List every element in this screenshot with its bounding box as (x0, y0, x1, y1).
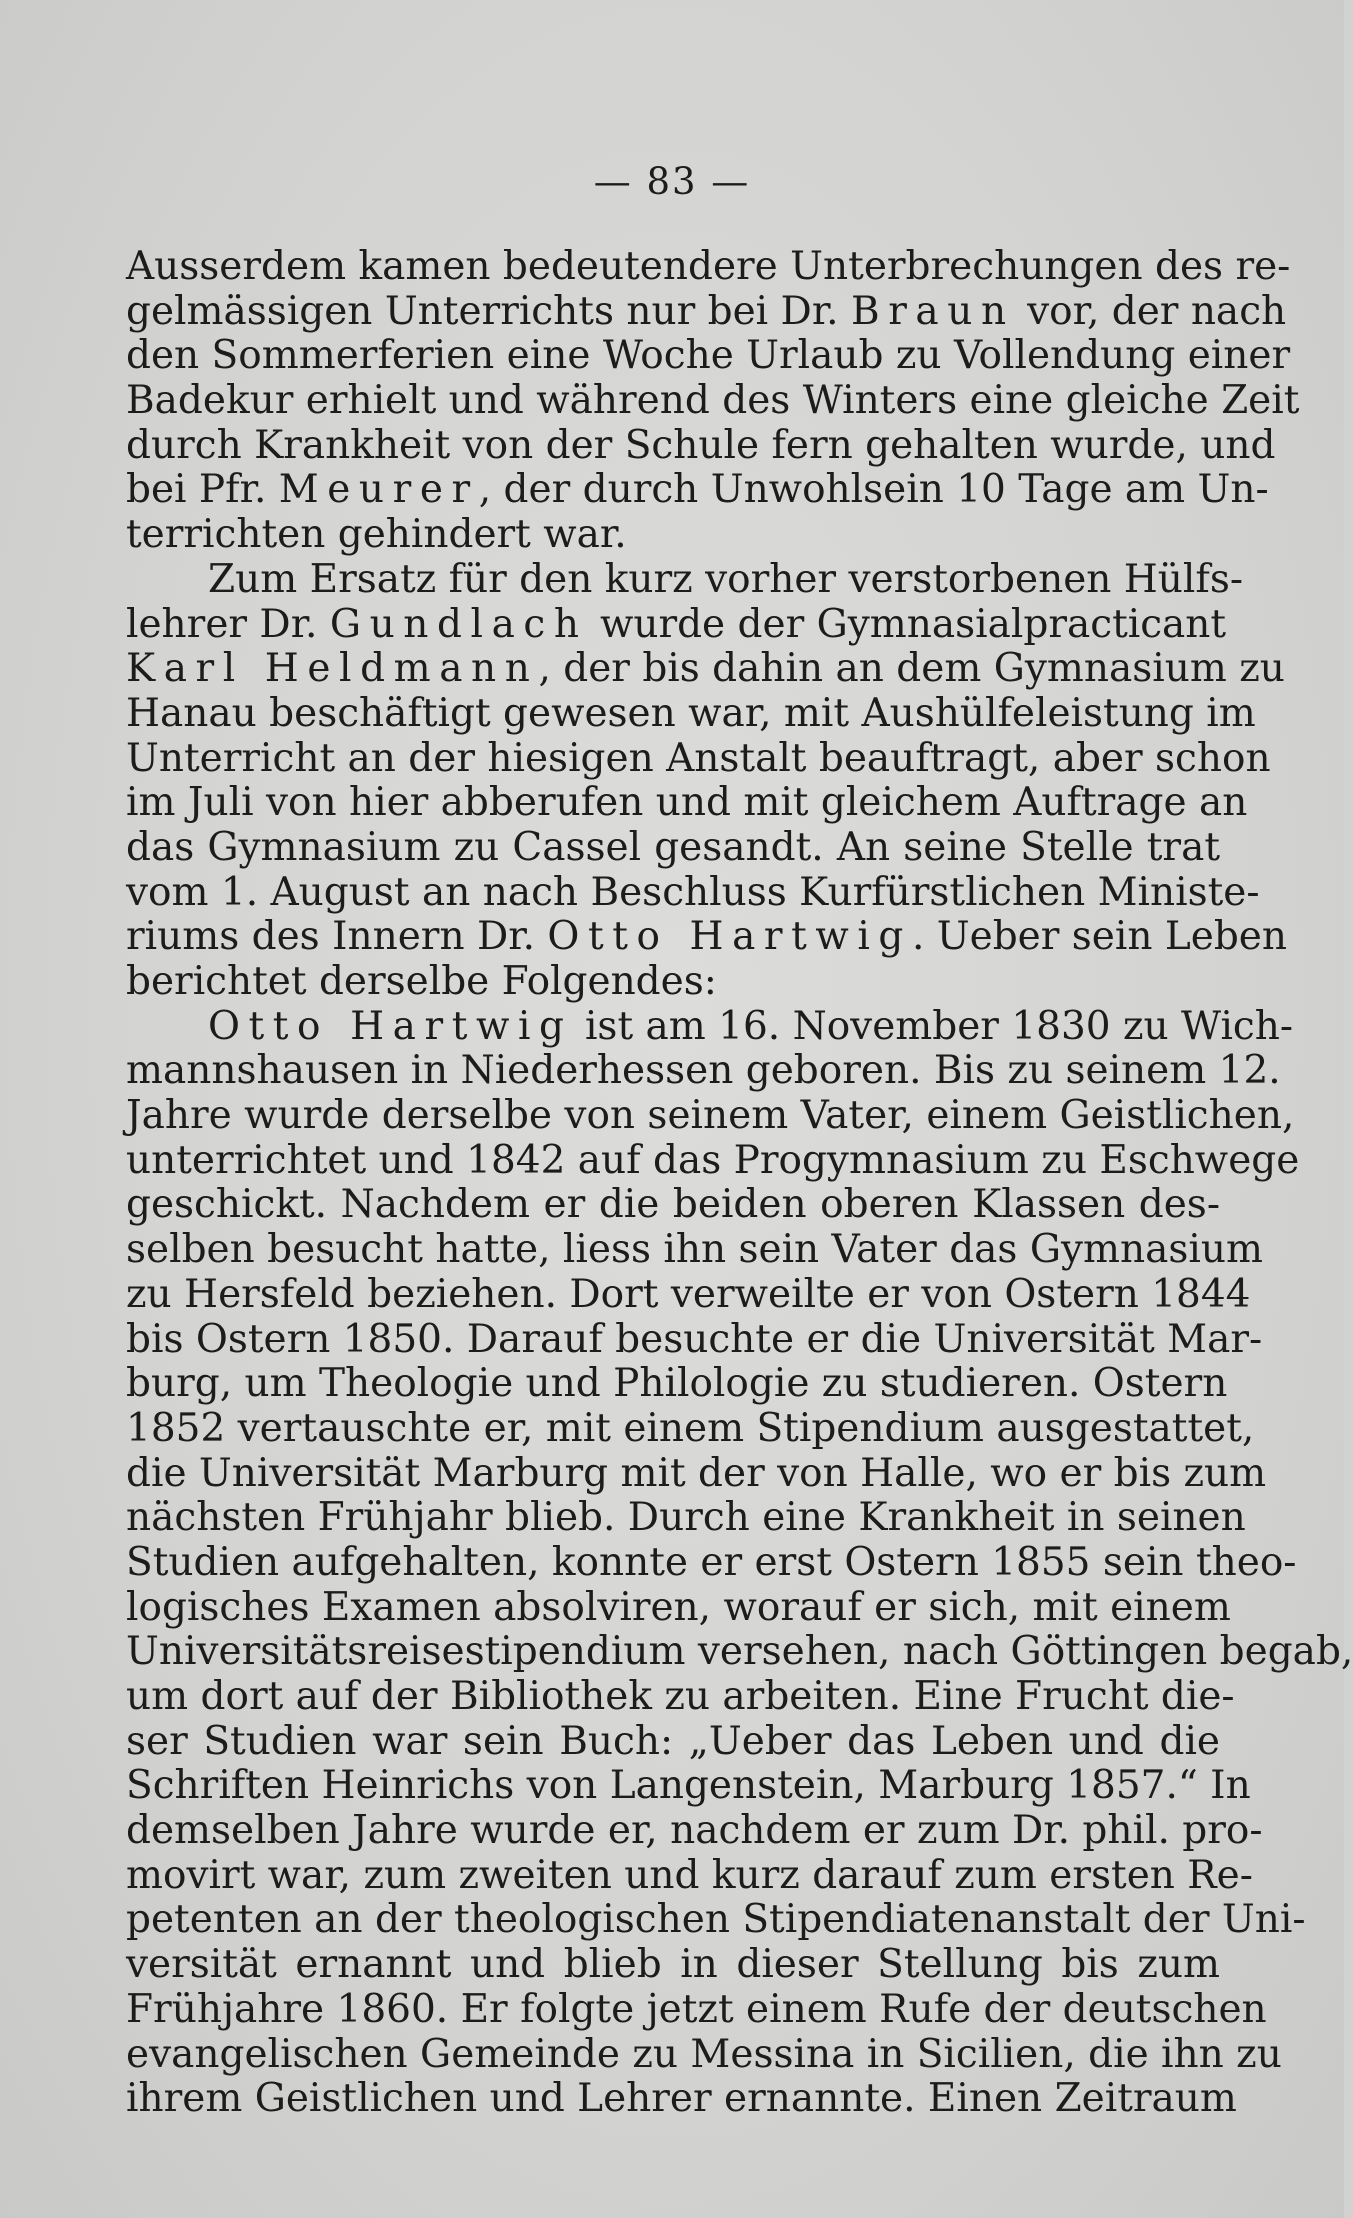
spaced-name: Gundlach (329, 601, 588, 647)
spaced-name: Otto Hartwig (208, 1003, 573, 1049)
text-line: ihrem Geistlichen und Lehrer ernannte. Einen Zeitraum (126, 2076, 1237, 2122)
spaced-name: Otto Hartwig (547, 914, 912, 960)
spaced-name: Meurer (278, 467, 479, 513)
text-line: geschickt. Nachdem er die beiden oberen Klassen des- (126, 1182, 1220, 1228)
text-line: das Gymnasium zu Cassel gesandt. An seine Stelle trat (126, 824, 1220, 870)
text-line: logisches Examen absolviren, worauf er sich, mit einem (126, 1584, 1231, 1630)
text-line: Zum Ersatz für den kurz vorher verstorbenen Hülfs- (208, 556, 1244, 602)
text-line: Universitätsreisestipendium versehen, nach Göttingen begab, (126, 1629, 1353, 1675)
text-line: petenten an der theologischen Stipendiatenanstalt der Uni- (126, 1897, 1306, 1943)
page-number: — 83 — (593, 160, 751, 203)
text-line: riums des Innern Dr. Otto Hartwig. Ueber sein Leben (126, 914, 1288, 960)
text-line: gelmässigen Unterrichts nur bei Dr. Braun vor, der nach (126, 288, 1287, 334)
spaced-name: Braun (850, 288, 1015, 334)
text-line: im Juli von hier abberufen und mit gleichem Auftrage an (126, 780, 1248, 826)
text-line: Unterricht an der hiesigen Anstalt beauftragt, aber schon (126, 735, 1271, 781)
text-line: Hanau beschäftigt gewesen war, mit Aushülfeleistung im (126, 690, 1256, 736)
text-line: movirt war, zum zweiten und kurz darauf zum ersten Re- (126, 1852, 1253, 1898)
text-line: Schriften Heinrichs von Langenstein, Marburg 1857.“ In (126, 1763, 1251, 1809)
text-line: die Universität Marburg mit der von Halle, wo er bis zum (126, 1450, 1267, 1496)
text-line: bei Pfr. Meurer, der durch Unwohlsein 10 Tage am Un- (126, 467, 1269, 513)
text-line: unterrichtet und 1842 auf das Progymnasium zu Eschwege (126, 1137, 1300, 1183)
spaced-name: Karl Heldmann (126, 646, 539, 692)
text-line: um dort auf der Bibliothek zu arbeiten. Eine Frucht die- (126, 1674, 1235, 1719)
text-line: vom 1. August an nach Beschluss Kurfürstlichen Ministe- (126, 869, 1260, 915)
text-line: evangelischen Gemeinde zu Messina in Sicilien, die ihn zu (126, 2031, 1282, 2077)
text-line: mannshausen in Niederhessen geboren. Bis zu seinem 12. (126, 1048, 1281, 1094)
text-line: demselben Jahre wurde er, nachdem er zum Dr. phil. pro- (126, 1808, 1263, 1854)
text-line: Studien aufgehalten, konnte er erst Ostern 1855 sein theo- (126, 1539, 1297, 1585)
text-line: nächsten Frühjahr blieb. Durch eine Krankheit in seinen (126, 1495, 1246, 1541)
text-line: versität ernannt und blieb in dieser Stellung bis zum (126, 1942, 1220, 1988)
text-line: Karl Heldmann, der bis dahin an dem Gymnasium zu (126, 646, 1285, 692)
text-line: durch Krankheit von der Schule fern gehalten wurde, und (126, 422, 1276, 468)
text-line: zu Hersfeld beziehen. Dort verweilte er von Ostern 1844 (126, 1271, 1251, 1317)
text-line: selben besucht hatte, liess ihn sein Vater das Gymnasium (126, 1227, 1263, 1273)
text-line: bis Ostern 1850. Darauf besuchte er die Universität Mar- (126, 1316, 1263, 1362)
text-line: Otto Hartwig ist am 16. November 1830 zu Wich- (208, 1003, 1294, 1049)
text-line: den Sommerferien eine Woche Urlaub zu Vollendung einer (126, 333, 1291, 379)
text-line: Badekur erhielt und während des Winters eine gleiche Zeit (126, 378, 1300, 424)
text-line: Jahre wurde derselbe von seinem Vater, einem Geistlichen, (126, 1093, 1295, 1139)
text-line: 1852 vertauschte er, mit einem Stipendium ausgestattet, (126, 1405, 1255, 1451)
text-line: burg, um Theologie und Philologie zu studieren. Ostern (126, 1361, 1228, 1407)
text-line: ser Studien war sein Buch: „Ueber das Leben und die (126, 1718, 1220, 1764)
text-line: terrichten gehindert war. (126, 512, 627, 558)
text-line: Ausserdem kamen bedeutendere Unterbrechungen des re- (126, 244, 1291, 289)
text-line: lehrer Dr. Gundlach wurde der Gymnasialpracticant (126, 601, 1227, 647)
text-line: berichtet derselbe Folgendes: (126, 959, 717, 1004)
text-line: Frühjahre 1860. Er folgte jetzt einem Rufe der deutschen (126, 1986, 1267, 2032)
body-text (126, 244, 1353, 2122)
